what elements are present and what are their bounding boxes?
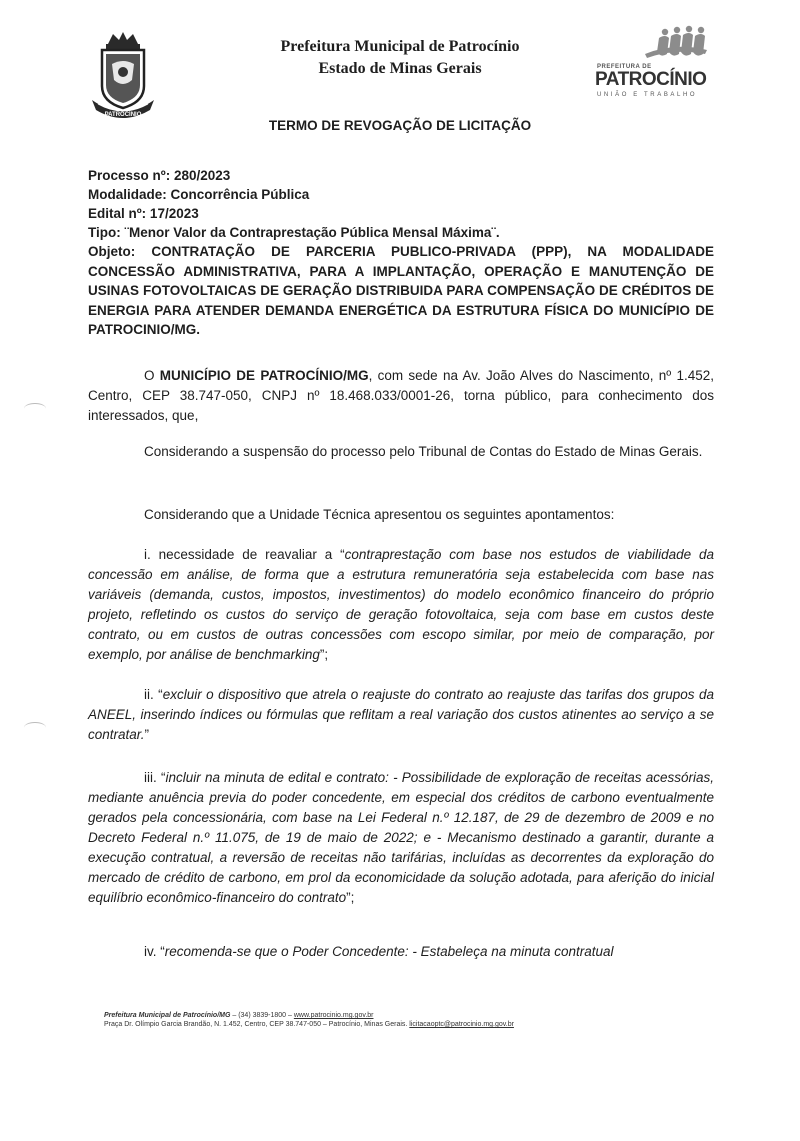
footer-email-link[interactable]: licitacaoptc@patrocinio.mg.gov.br [409,1021,514,1028]
logo-name: PATROCÍNIO [595,69,707,90]
consider-paragraph-2: Considerando que a Unidade Técnica apresentou os seguintes apontamentos: [144,507,615,522]
municipio-name: MUNICÍPIO DE PATROCÍNIO/MG [159,368,369,383]
municipal-crest-icon [88,30,158,120]
scan-punch-mark [24,722,46,733]
item-iv: iv. “recomenda-se que o Poder Concedente: - Estabeleça na minuta contratual [144,944,614,959]
footer-website-link[interactable]: www.patrocinio.mg.gov.br [293,1012,374,1019]
modalidade-line: Modalidade: Concorrência Pública [88,187,310,202]
patrocinio-logo [595,24,715,104]
footer-line-1: Prefeitura Municipal de Patrocínio/MG – (34) 3839-1800 – www.patrocinio.mg.gov.br [104,1012,374,1019]
footer-line-2: Praça Dr. Olímpio Garcia Brandão, N. 1.452, Centro, CEP 38.747-050 – Patrocínio, Minas Gerais. licitacaoptc@patrocinio.mg.gov.br [104,1021,514,1028]
process-metadata [88,166,718,242]
people-logo-icon [595,24,715,64]
tipo-line: Tipo: ¨Menor Valor da Contraprestação Pública Mensal Máxima¨. [88,225,500,240]
consider-paragraph-1: Considerando a suspensão do processo pelo Tribunal de Contas do Estado de Minas Gerais. [144,444,703,459]
item-iii: iii. “incluir na minuta de edital e contrato: - Possibilidade de exploração de receitas acessórias, mediante anuência previa do poder concedente, em especial dos créditos de carbono eventualmente gerados pela concessionária, com base na Lei Federal n.º 12.187, de 29 de dezembro de 2009 e no Decreto Federal n.º 11.075, de 19 de maio de 2022; e - Mecanismo destinado a garantir, durante a execução contratual, a reversão de receitas não tarifárias, incluídas as decorrentes da exploração do mercado de crédito de carbono, em prol da economicidade da solução adotada, para aferição do inicial equilíbrio econômico-financeiro do contrato”; [88,770,714,905]
header-line-1: Prefeitura Municipal de Patrocínio [280,38,520,55]
objeto-paragraph: Objeto: CONTRATAÇÃO DE PARCERIA PUBLICO-PRIVADA (PPP), NA MODALIDADE CONCESSÃO ADMINISTRATIVA, PARA A IMPLANTAÇÃO, OPERAÇÃO E MANUTENÇÃO DE USINAS FOTOVOLTAICAS DE GERAÇÃO DISTRIBUIDA PARA COMPENSAÇÃO DE CRÉDITOS DE ENERGIA PARA ATENDER DEMANDA ENERGÉTICA DA ESTRUTURA FÍSICA DO MUNICÍPIO DE PATROCINIO/MG. [88,244,714,337]
intro-paragraph: O MUNICÍPIO DE PATROCÍNIO/MG, com sede na Av. João Alves do Nascimento, nº 1.452, Centro, CEP 38.747-050, CNPJ nº 18.468.033/0001-26, torna público, para conhecimento dos interessados, que, [88,368,714,423]
header-titles [200,36,600,80]
page-footer [104,1011,624,1029]
header-line-2: Estado de Minas Gerais [318,60,482,77]
footer-org: Prefeitura Municipal de Patrocínio/MG [104,1012,231,1019]
logo-prefix: PREFEITURA DE [597,64,652,70]
scan-punch-mark [24,403,46,414]
document-title: TERMO DE REVOGAÇÃO DE LICITAÇÃO [268,118,532,133]
processo-line: Processo nº: 280/2023 [88,168,231,183]
logo-tagline: UNIÃO E TRABALHO [597,92,698,98]
item-ii: ii. “excluir o dispositivo que atrela o reajuste do contrato ao reajuste das tarifas dos grupos da ANEEL, inserindo índices ou fórmulas que reflitam a real variação dos custos atinentes ao serviço a se contratar.” [88,687,714,742]
edital-line: Edital nº: 17/2023 [88,206,199,221]
item-i: i. necessidade de reavaliar a “contraprestação com base nos estudos de viabilidade da concessão em análise, de forma que a estrutura remuneratória seja estabelecida com base nas variáveis (demanda, custos, impostos, investimentos) do modelo econômico financeiro do próprio projeto, refletindo os custos do serviço de geração fotovoltaica, seja com base em custos deste contrato, ou em custos de outras concessões com escopo similar, por meio de comparação, por exemplo, por análise de benchmarking”; [88,547,714,662]
svg-text:PATROCÍNIO: PATROCÍNIO [104,112,142,118]
